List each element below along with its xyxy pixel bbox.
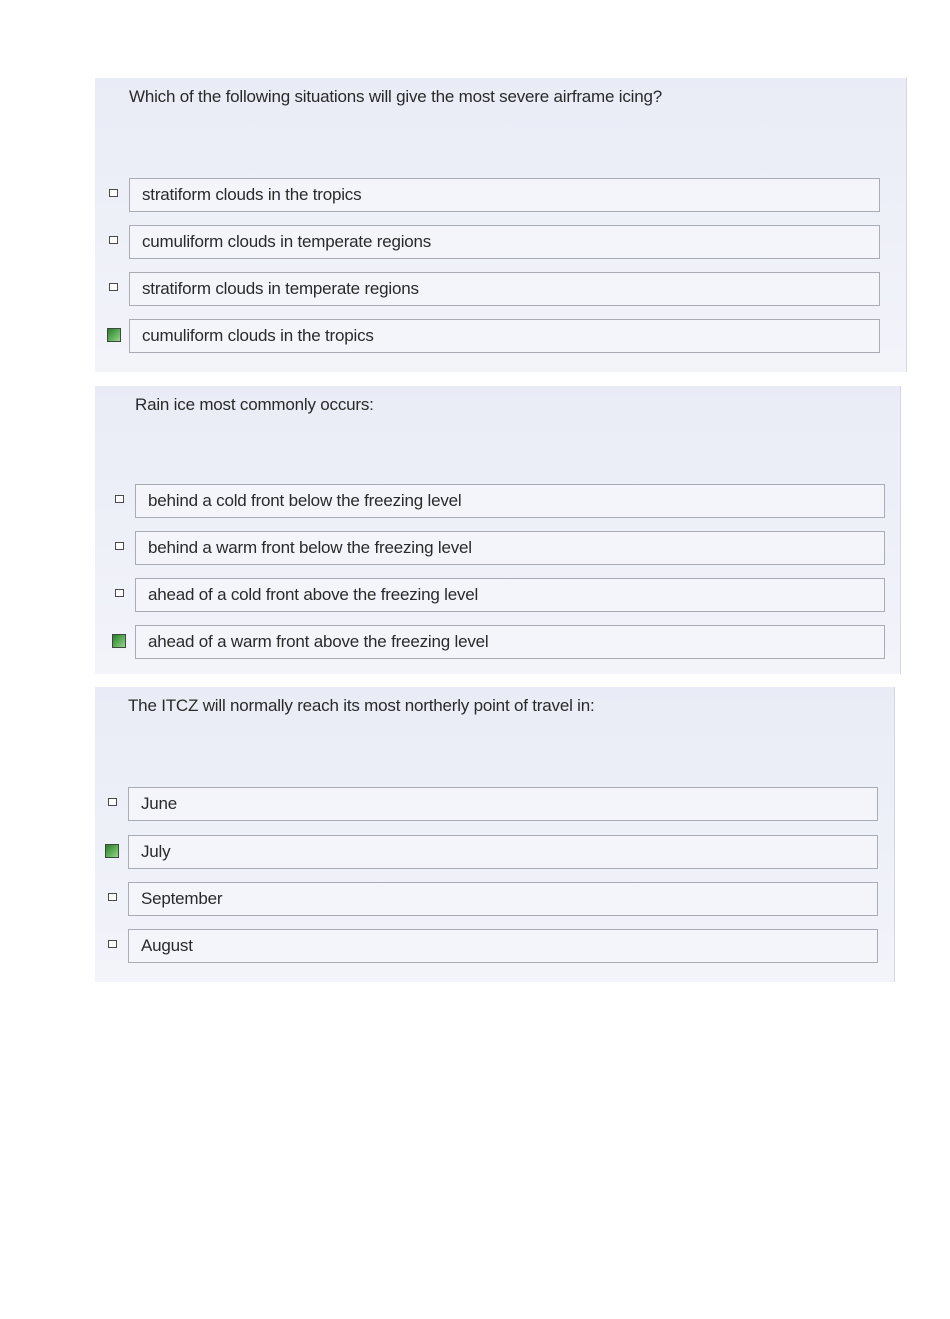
- answer-text[interactable]: behind a warm front below the freezing level: [135, 531, 885, 565]
- checkbox-icon[interactable]: [108, 798, 117, 806]
- answer-text[interactable]: stratiform clouds in temperate regions: [129, 272, 880, 306]
- answer-text[interactable]: behind a cold front below the freezing level: [135, 484, 885, 518]
- question-panel-2: [95, 386, 901, 674]
- answer-option[interactable]: [95, 272, 906, 306]
- answer-text[interactable]: ahead of a cold front above the freezing level: [135, 578, 885, 612]
- answer-text[interactable]: July: [128, 835, 878, 869]
- answer-option[interactable]: [95, 578, 900, 612]
- answer-text[interactable]: August: [128, 929, 878, 963]
- answer-text[interactable]: ahead of a warm front above the freezing level: [135, 625, 885, 659]
- checkbox-icon[interactable]: [115, 589, 124, 597]
- answer-text[interactable]: stratiform clouds in the tropics: [129, 178, 880, 212]
- question-text: Rain ice most commonly occurs:: [135, 395, 374, 414]
- checkbox-icon[interactable]: [108, 940, 117, 948]
- answer-text[interactable]: cumuliform clouds in the tropics: [129, 319, 880, 353]
- answer-option[interactable]: [95, 929, 894, 963]
- checkbox-icon[interactable]: [115, 495, 124, 503]
- answer-text[interactable]: cumuliform clouds in temperate regions: [129, 225, 880, 259]
- answer-option-selected[interactable]: [95, 319, 906, 353]
- answer-text[interactable]: September: [128, 882, 878, 916]
- answer-text[interactable]: June: [128, 787, 878, 821]
- answer-option-selected[interactable]: [95, 835, 894, 869]
- question-panel-3: [95, 687, 895, 982]
- checkbox-icon[interactable]: [109, 236, 118, 244]
- checked-box-icon[interactable]: [107, 328, 121, 342]
- answer-option[interactable]: [95, 531, 900, 565]
- answer-option[interactable]: [95, 178, 906, 212]
- checked-box-icon[interactable]: [105, 844, 119, 858]
- checkbox-icon[interactable]: [115, 542, 124, 550]
- checkbox-icon[interactable]: [109, 189, 118, 197]
- question-panel-1: [95, 78, 907, 372]
- answer-option[interactable]: [95, 484, 900, 518]
- checkbox-icon[interactable]: [108, 893, 117, 901]
- question-text: The ITCZ will normally reach its most northerly point of travel in:: [128, 696, 595, 715]
- checked-box-icon[interactable]: [112, 634, 126, 648]
- answer-option[interactable]: [95, 882, 894, 916]
- answer-option[interactable]: [95, 787, 894, 821]
- checkbox-icon[interactable]: [109, 283, 118, 291]
- answer-option-selected[interactable]: [95, 625, 900, 659]
- question-text: Which of the following situations will give the most severe airframe icing?: [129, 87, 663, 106]
- answer-option[interactable]: [95, 225, 906, 259]
